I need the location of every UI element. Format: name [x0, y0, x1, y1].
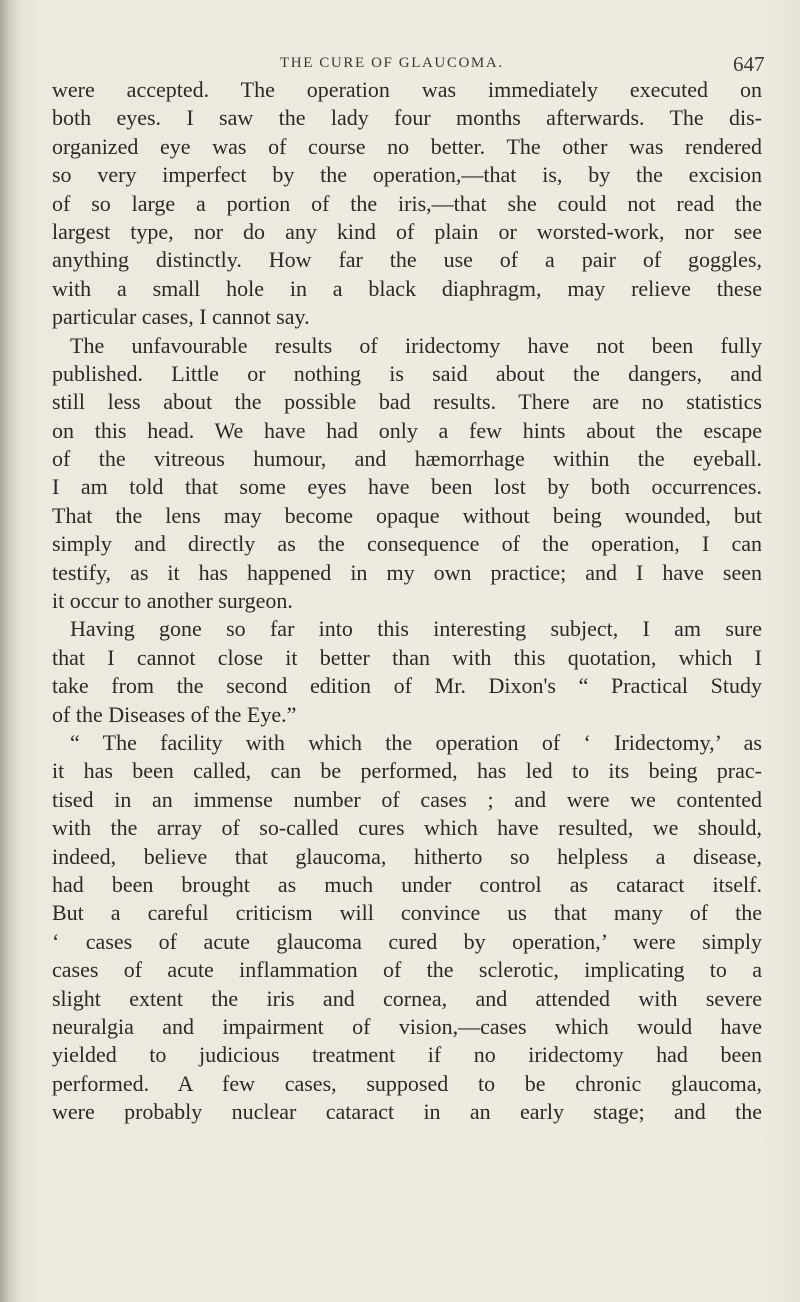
- text-line: of the Diseases of the Eye.”: [52, 701, 297, 727]
- text-line: particular cases, I cannot say.: [52, 304, 310, 330]
- text-line: testify, as it has happened in my own practice; and I have seen: [52, 559, 762, 585]
- text-line: both eyes. I saw the lady four months afterwards. The dis-: [52, 105, 762, 131]
- text-line: it occur to another surgeon.: [52, 588, 293, 614]
- text-line: cases of acute inflammation of the sclerotic, implicating to a: [52, 957, 762, 983]
- text-line: slight extent the iris and cornea, and attended with severe: [52, 985, 762, 1011]
- text-line: organized eye was of course no better. The other was rendered: [52, 133, 762, 159]
- text-line: indeed, believe that glaucoma, hitherto so helpless a disease,: [52, 843, 762, 869]
- text-line: were probably nuclear cataract in an early stage; and the: [52, 1099, 762, 1125]
- text-line: it has been called, can be performed, has led to its being prac-: [52, 758, 762, 784]
- text-line: But a careful criticism will convince us that many of the: [52, 900, 762, 926]
- body-text: [52, 76, 762, 1126]
- paragraph-start-line: “ The facility with which the operation of ‘ Iridectomy,’ as: [70, 729, 762, 755]
- text-line: I am told that some eyes have been lost by both occurrences.: [52, 474, 762, 500]
- text-line: on this head. We have had only a few hints about the escape: [52, 417, 762, 443]
- text-line: with the array of so-called cures which have resulted, we should,: [52, 815, 762, 841]
- text-line: simply and directly as the consequence of the operation, I can: [52, 531, 762, 557]
- paragraph-start-line: The unfavourable results of iridectomy have not been fully: [70, 332, 762, 358]
- page-number: 647: [733, 52, 765, 76]
- text-line: ‘ cases of acute glaucoma cured by operation,’ were simply: [52, 928, 762, 954]
- running-head: THE CURE OF GLAUCOMA.: [280, 55, 504, 71]
- binding-shadow: [0, 0, 22, 1302]
- text-line: performed. A few cases, supposed to be chronic glaucoma,: [52, 1070, 762, 1096]
- text-line: That the lens may become opaque without being wounded, but: [52, 502, 762, 528]
- text-line: with a small hole in a black diaphragm, may relieve these: [52, 275, 762, 301]
- text-line: of the vitreous humour, and hæmorrhage within the eyeball.: [52, 446, 762, 472]
- text-line: were accepted. The operation was immediately executed on: [52, 77, 762, 102]
- text-line: that I cannot close it better than with this quotation, which I: [52, 644, 762, 670]
- text-line: still less about the possible bad results. There are no statistics: [52, 389, 762, 415]
- paragraph-start-line: Having gone so far into this interesting subject, I am sure: [70, 616, 762, 642]
- text-line: take from the second edition of Mr. Dixon's “ Practical Study: [52, 673, 762, 699]
- text-line: neuralgia and impairment of vision,—cases which would have: [52, 1013, 762, 1039]
- text-line: yielded to judicious treatment if no iridectomy had been: [52, 1042, 762, 1068]
- text-line: published. Little or nothing is said about the dangers, and: [52, 360, 762, 386]
- text-line: tised in an immense number of cases ; and were we contented: [52, 786, 762, 812]
- text-line: anything distinctly. How far the use of a pair of goggles,: [52, 247, 762, 273]
- text-line: of so large a portion of the iris,—that she could not read the: [52, 190, 762, 216]
- text-line: had been brought as much under control as cataract itself.: [52, 871, 762, 897]
- text-line: so very imperfect by the operation,—that is, by the excision: [52, 162, 762, 188]
- text-line: largest type, nor do any kind of plain or worsted-work, nor see: [52, 218, 762, 244]
